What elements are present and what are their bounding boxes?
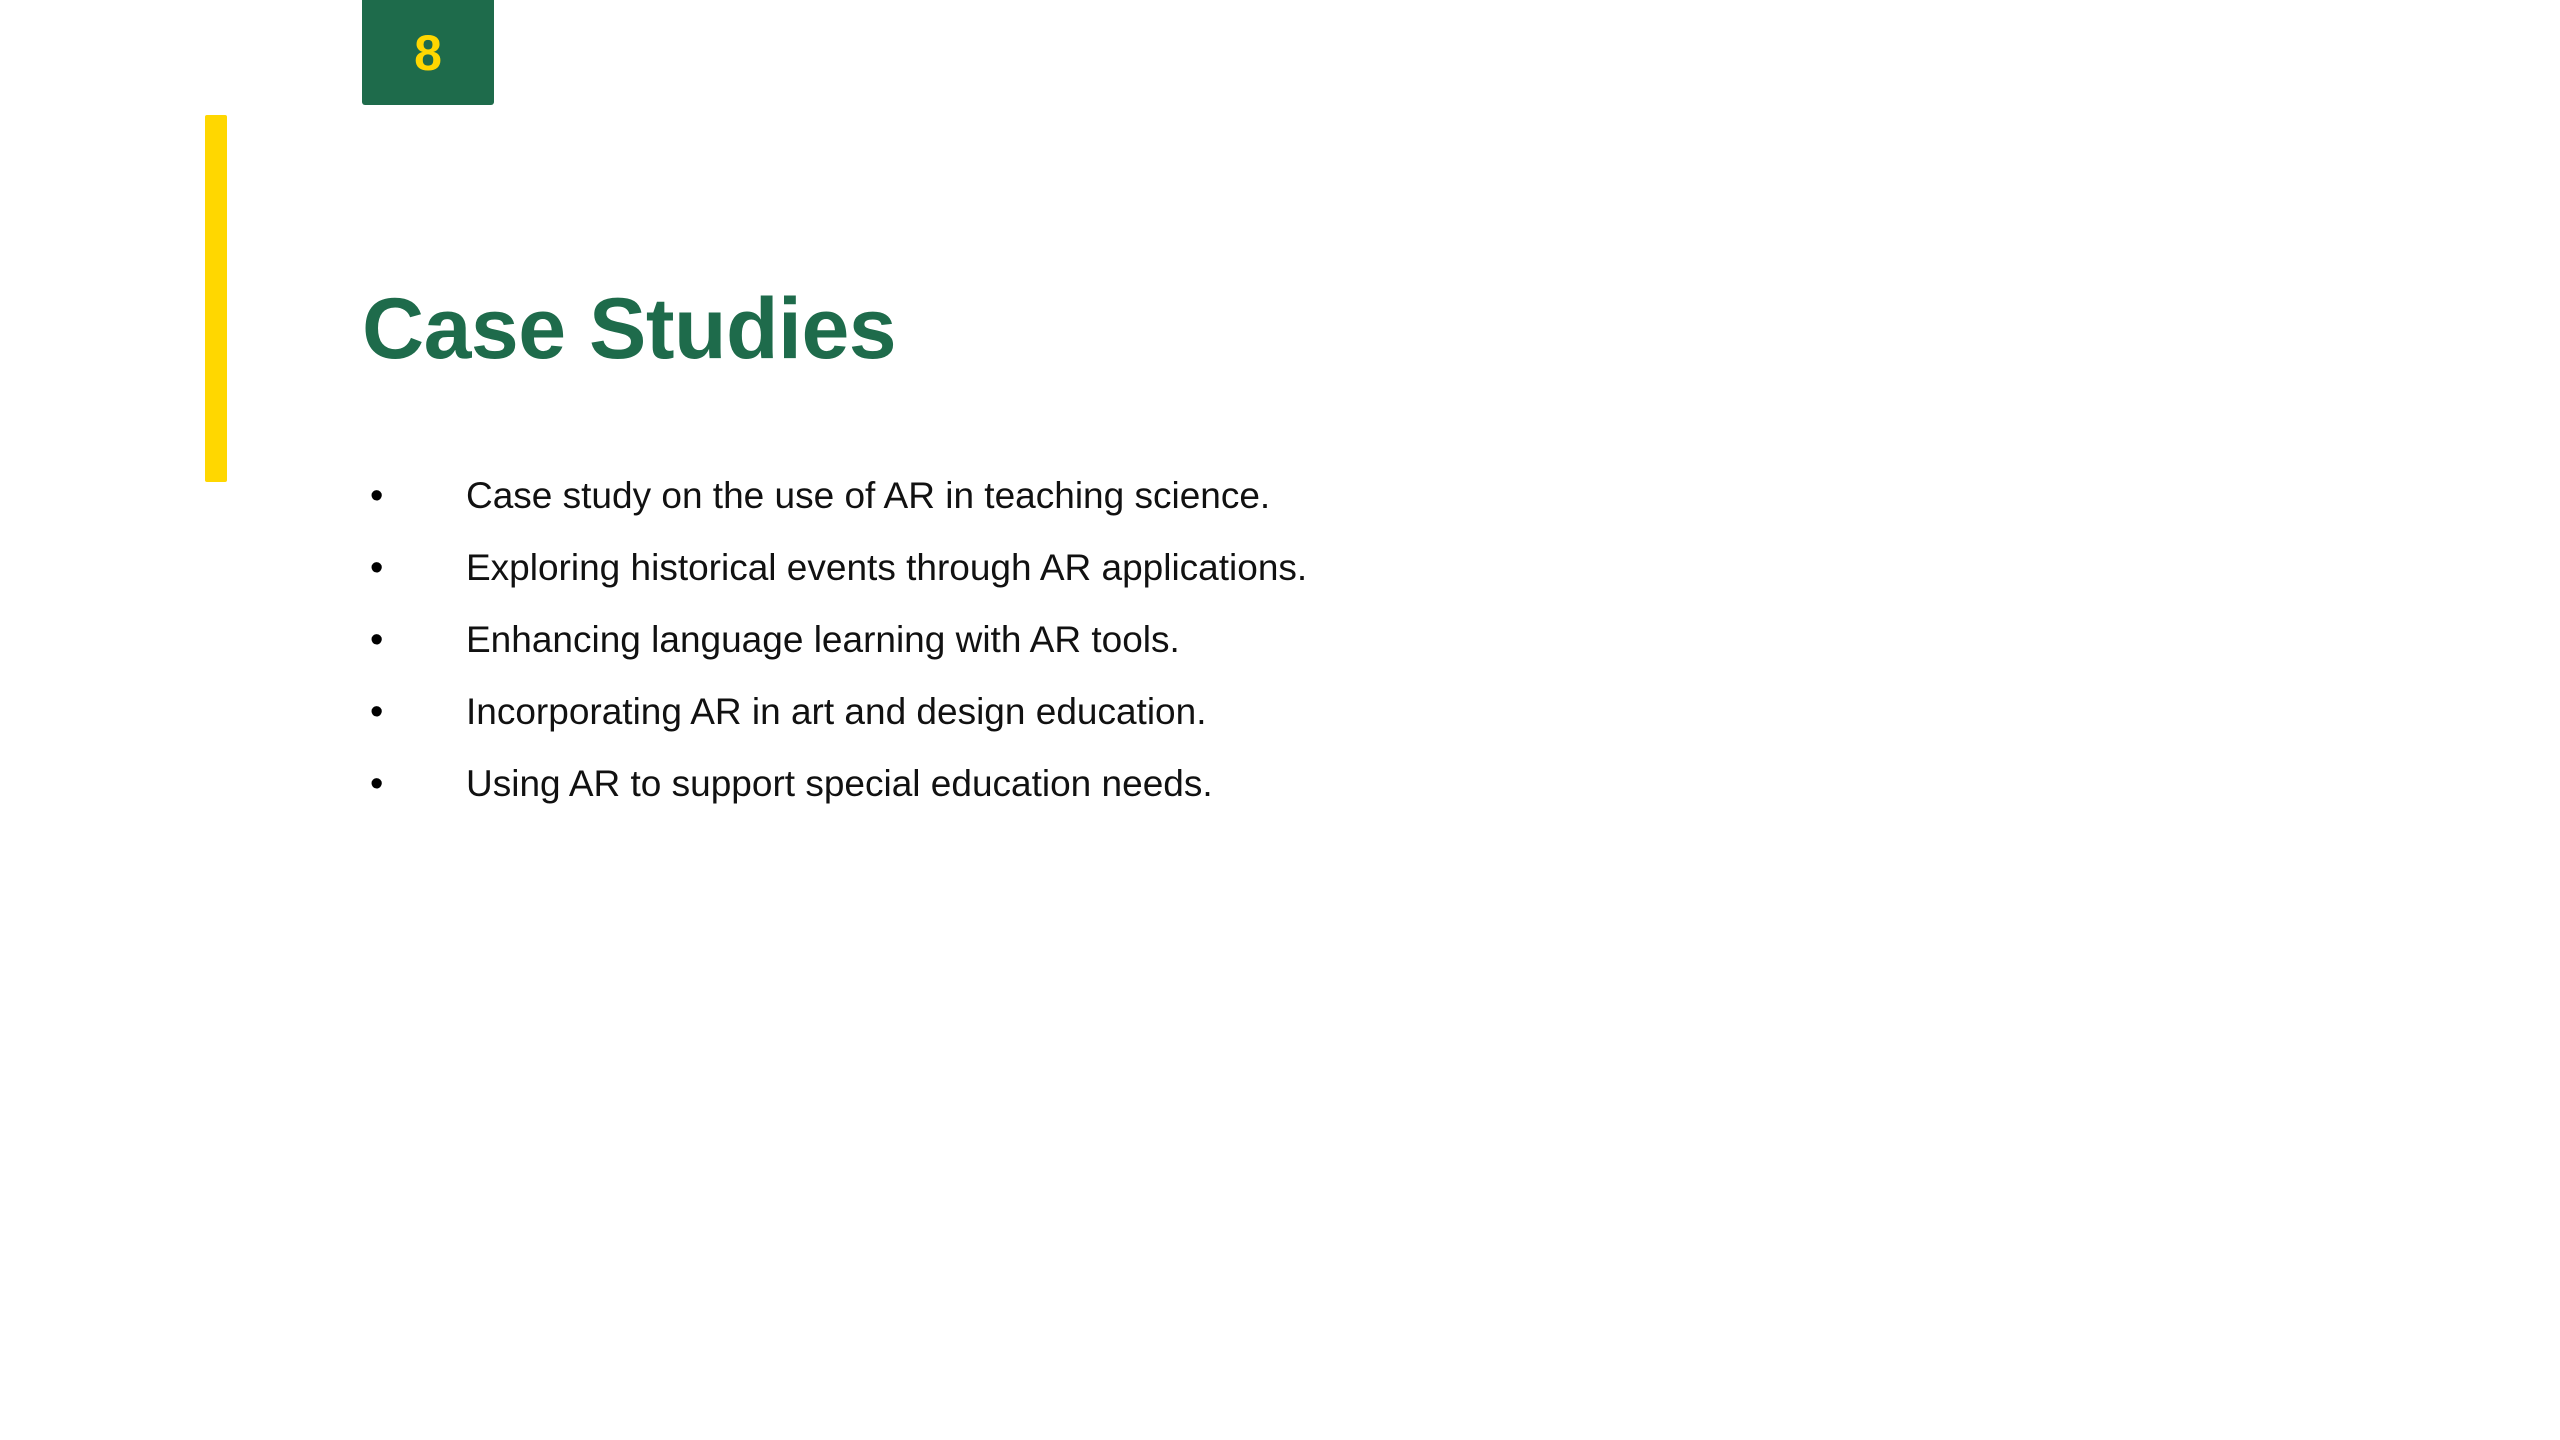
page-number-badge: [362, 0, 494, 105]
bullet-text: Using AR to support special education needs.: [466, 762, 1213, 804]
bullet-item: [362, 460, 1307, 532]
bullet-list: [362, 460, 1307, 820]
bullet-icon: •: [370, 475, 384, 517]
bullet-item: [362, 676, 1307, 748]
bullet-text: Case study on the use of AR in teaching science.: [466, 474, 1271, 516]
bullet-icon: •: [370, 763, 384, 805]
bullet-text: Exploring historical events through AR applications.: [466, 546, 1308, 588]
bullet-text: Incorporating AR in art and design education.: [466, 690, 1207, 732]
accent-bar: [205, 115, 227, 482]
bullet-icon: •: [370, 691, 384, 733]
bullet-text: Enhancing language learning with AR tools.: [466, 618, 1180, 660]
bullet-item: [362, 532, 1307, 604]
bullet-icon: •: [370, 547, 384, 589]
bullet-item: [362, 748, 1307, 820]
bullet-icon: •: [370, 619, 384, 661]
page-number: 8: [414, 24, 442, 81]
slide-title: Case Studies: [362, 281, 897, 377]
bullet-item: [362, 604, 1307, 676]
